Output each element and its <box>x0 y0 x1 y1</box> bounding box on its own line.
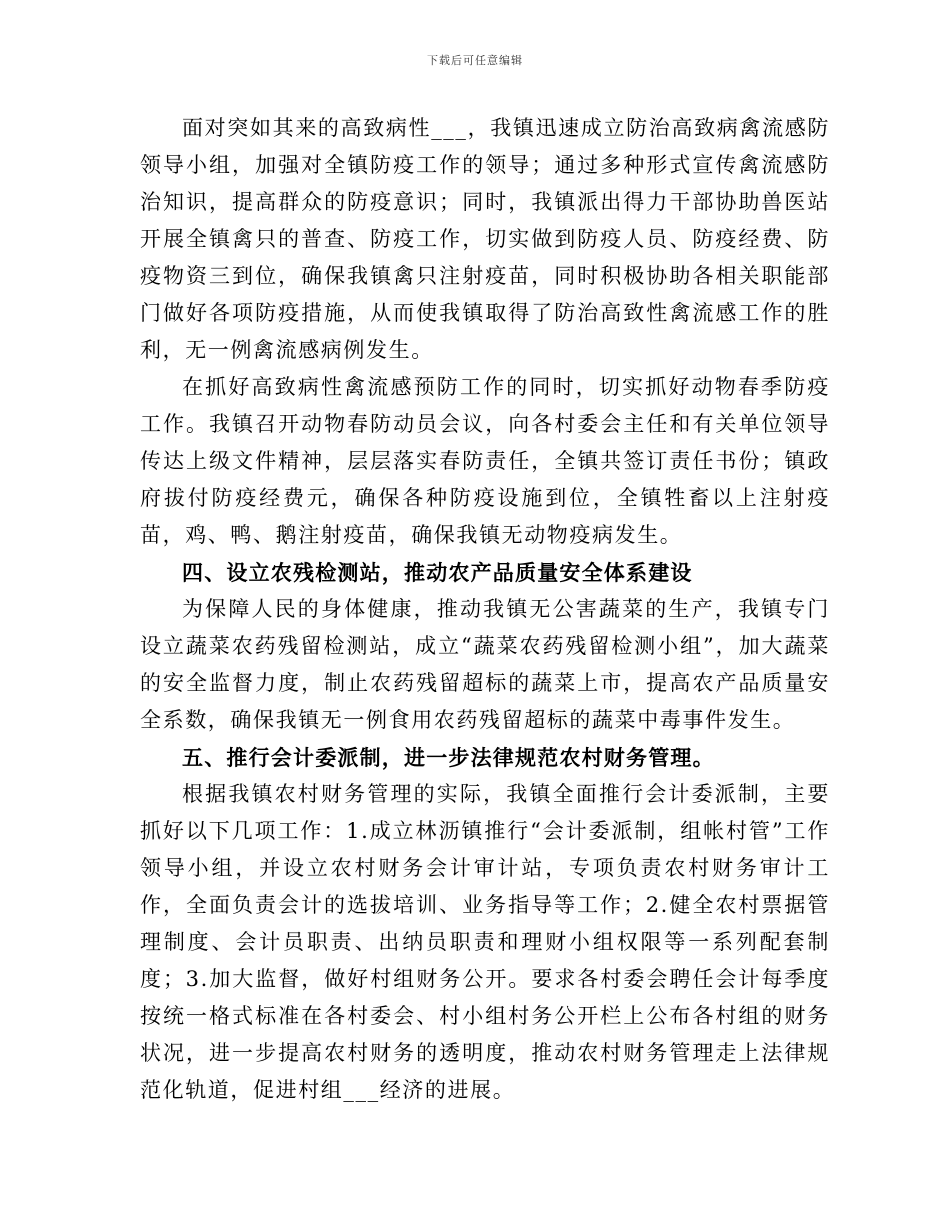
paragraph-bird-flu-prevention: 面对突如其来的高致病性___，我镇迅速成立防治高致病禽流感防领导小组，加强对全镇防疫工作的领导；通过多种形式宣传禽流感防治知识，提高群众的防疫意识；同时，我镇派出得力干部协助兽医站开展全镇禽只的普查、防疫工作，切实做到防疫人员、防疫经费、防疫物资三到位，确保我镇禽只注射疫苗，同时积极协助各相关职能部门做好各项防疫措施，从而使我镇取得了防治高致性禽流感工作的胜利，无一例禽流感病例发生。 <box>140 116 830 362</box>
document-body <box>140 110 830 1109</box>
paragraph-spring-epidemic-prevention: 在抓好高致病性禽流感预防工作的同时，切实抓好动物春季防疫工作。我镇召开动物春防动员会议，向各村委会主任和有关单位领导传达上级文件精神，层层落实春防责任，全镇共签订责任书份；镇政府拔付防疫经费元，确保各种防疫设施到位，全镇牲畜以上注射疫苗，鸡、鸭、鹅注射疫苗，确保我镇无动物疫病发生。 <box>140 375 830 547</box>
paragraph-pesticide-testing: 为保障人民的身体健康，推动我镇无公害蔬菜的生产，我镇专门设立蔬菜农药残留检测站，成立“蔬菜农药残留检测小组”，加大蔬菜的安全监督力度，制止农药残留超标的蔬菜上市，提高农产品质量安全系数，确保我镇无一例食用农药残留超标的蔬菜中毒事件发生。 <box>140 597 830 732</box>
section-heading-5: 五、推行会计委派制，进一步法律规范农村财务管理。 <box>182 745 715 770</box>
paragraph-accounting-appointment: 根据我镇农村财务管理的实际，我镇全面推行会计委派制，主要抓好以下几项工作：1.成立林沥镇推行“会计委派制，组帐村管”工作领导小组，并设立农村财务会计审计站，专项负责农村财务审计工作，全面负责会计的选拔培训、业务指导等工作；2.健全农村票据管理制度、会计员职责、出纳员职责和理财小组权限等一系列配套制度；3.加大监督，做好村组财务公开。要求各村委会聘任会计每季度按统一格式标准在各村委会、村小组村务公开栏上公布各村组的财务状况，进一步提高农村财务的透明度，推动农村财务管理走上法律规范化轨道，促进村组___经济的进展。 <box>140 782 830 1102</box>
page-header: 下载后可任意编辑 <box>427 54 523 67</box>
section-heading-4: 四、设立农残检测站，推动农产品质量安全体系建设 <box>182 560 693 585</box>
